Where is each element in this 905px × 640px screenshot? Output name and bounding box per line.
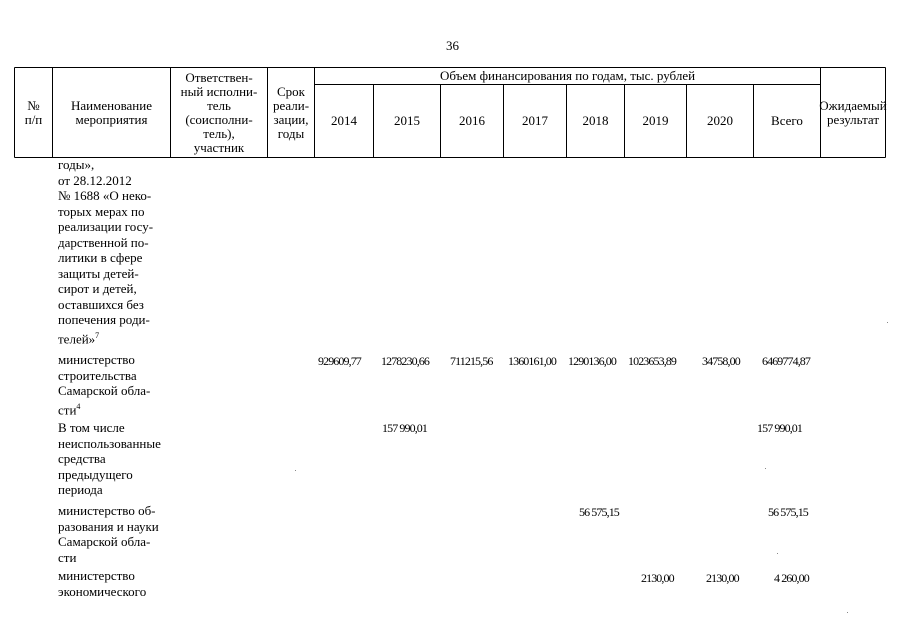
row-3-value-2015: 157 990,01 — [382, 421, 428, 435]
footnote-mark-7: 7 — [95, 330, 100, 340]
footnote-mark-4: 4 — [76, 401, 81, 411]
header-col-name: Наименование мероприятия — [71, 97, 152, 127]
header-col-term: Срок реали- зации, годы — [272, 83, 310, 141]
scan-speck — [847, 612, 848, 613]
header-year-2016: 2016 — [459, 113, 485, 128]
row-3-text: В том числе неиспользованные средства предыдущего периода — [58, 420, 161, 497]
row-2-value-2020: 34758,00 — [702, 354, 740, 368]
row-1-text: годы», от 28.12.2012 № 1688 «О неко- торых мерах по реализации госу- дарственной по- литики в сфере защиты детей- сирот и детей, оставшихся без попечения роди- телей»$^7$ — [58, 157, 154, 346]
header-col-number: № п/п — [24, 97, 43, 127]
header-col-responsible: Ответствен- ный исполни- тель (соисполни- тель), участник — [180, 69, 258, 155]
header-col-result: Ожидаемый результат — [819, 97, 887, 127]
scan-speck — [887, 322, 888, 323]
header-year-2020: 2020 — [707, 113, 733, 128]
row-2-value-2018: 1290136,00 — [568, 354, 617, 368]
row-5-value-2019: 2130,00 — [641, 571, 674, 585]
row-5-text: министерство экономического — [58, 568, 147, 599]
row-3-value-total: 157 990,01 — [757, 421, 803, 435]
row-2-value-2015: 1278230,66 — [381, 354, 430, 368]
row-2-value-2014: 929609,77 — [318, 354, 361, 368]
header-year-2017: 2017 — [522, 113, 548, 128]
row-4-value-total: 56 575,15 — [768, 505, 808, 519]
row-4-text: министерство об- разования и науки Самарской обла- сти — [58, 503, 159, 565]
header-year-2018: 2018 — [582, 113, 609, 128]
row-2-value-2019: 1023653,89 — [628, 354, 677, 368]
row-2-value-2016: 711215,56 — [450, 354, 493, 368]
scan-speck — [765, 468, 766, 469]
header-col-funding: Объем финансирования по годам, тыс. рублей — [439, 68, 696, 83]
header-year-2019: 2019 — [642, 113, 669, 128]
row-5-value-total: 4 260,00 — [774, 571, 809, 585]
row-5-value-2020: 2130,00 — [706, 571, 739, 585]
row-2-value-total: 6469774,87 — [762, 354, 811, 368]
header-year-2015: 2015 — [394, 113, 420, 128]
scan-speck — [777, 553, 778, 554]
row-2-value-2017: 1360161,00 — [508, 354, 557, 368]
row-2-text: министерство строительства Самарской обла- сти$^4$ — [58, 352, 151, 417]
scan-speck — [295, 470, 296, 471]
header-col-total: Всего — [771, 113, 803, 128]
row-4-value-2018: 56 575,15 — [579, 505, 619, 519]
header-year-2014: 2014 — [331, 113, 357, 128]
page-number: 36 — [446, 38, 459, 53]
